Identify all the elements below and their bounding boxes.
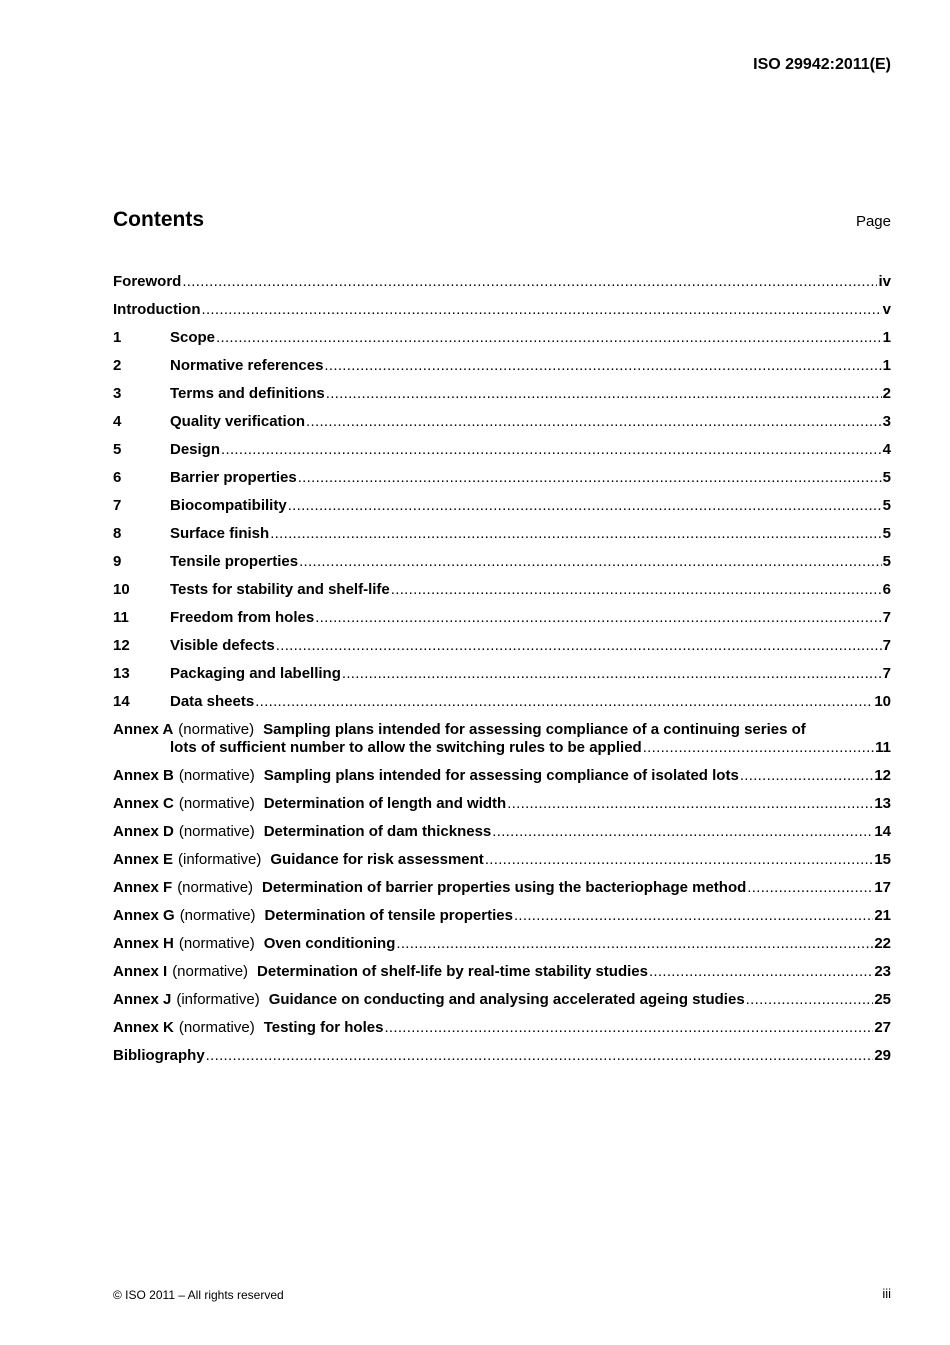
toc-entry-title: Quality verification [170,413,306,430]
toc-entry-page: 23 [874,963,891,980]
clause-number: 4 [113,413,122,430]
toc-entry-title: Visible defects [170,637,275,654]
toc-entry-clause-8[interactable] [113,520,891,548]
toc-entry-clause-7[interactable] [113,492,891,520]
toc-entry-title: Biocompatibility [170,497,287,514]
toc-entry-page: 7 [882,609,891,626]
annex-label: Annex G [113,907,175,924]
toc-entry-annex-i[interactable] [113,958,891,986]
annex-label: Annex E [113,851,174,868]
dot-leader [326,380,882,408]
toc-entry-page: 5 [882,525,891,542]
dot-leader [507,790,873,818]
toc-entry-page: 13 [874,795,891,812]
toc-entry-page: 6 [882,581,891,598]
toc-entry-title: Surface finish [170,525,270,542]
toc-entry-page: 7 [882,637,891,654]
dot-leader [384,1014,873,1042]
toc-entry-annex-a[interactable] [113,721,891,762]
toc-entry-title: Scope [170,329,216,346]
dot-leader [182,268,877,296]
dot-leader [255,688,873,716]
toc-entry-introduction[interactable] [113,296,891,324]
annex-title: Determination of length and width [263,795,507,812]
toc-entry-page: 5 [882,469,891,486]
annex-kind: (normative) [178,767,255,784]
dot-leader [396,930,873,958]
toc-entry-annex-e[interactable] [113,846,891,874]
toc-entry-clause-10[interactable] [113,576,891,604]
toc-entry-clause-4[interactable] [113,408,891,436]
toc-entry-title: Packaging and labelling [170,665,341,682]
annex-title: Determination of barrier properties using the bacteriophage method [262,879,747,896]
annex-title-line-2: lots of sufficient number to allow the switching rules to be applied [170,739,642,756]
annex-title-line-1: Sampling plans intended for assessing compliance of a continuing series of [263,721,806,738]
toc-entry-title: Normative references [170,357,324,374]
table-of-contents [113,268,891,1070]
contents-title: Contents [113,208,204,231]
toc-entry-title: Foreword [113,273,182,290]
toc-entry-annex-j[interactable] [113,986,891,1014]
annex-kind: (normative) [178,823,255,840]
annex-label: Annex I [113,963,168,980]
toc-entry-bibliography[interactable] [113,1042,891,1070]
annex-title: Oven conditioning [263,935,396,952]
toc-entry-title: Bibliography [113,1047,205,1064]
annex-label: Annex K [113,1019,174,1036]
toc-entry-clause-14[interactable] [113,688,891,716]
annex-label: Annex H [113,935,174,952]
dot-leader [391,576,882,604]
toc-entry-clause-1[interactable] [113,324,891,352]
dot-leader [747,874,873,902]
toc-entry-title: Barrier properties [170,469,297,486]
toc-entry-annex-b[interactable] [113,762,891,790]
annex-label: Annex D [113,823,174,840]
annex-title: Guidance for risk assessment [270,851,484,868]
toc-entry-annex-h[interactable] [113,930,891,958]
annex-label: Annex C [113,795,174,812]
annex-kind: (normative) [178,795,255,812]
toc-entry-page: 22 [874,935,891,952]
toc-entry-page: 5 [882,497,891,514]
clause-number: 14 [113,693,130,710]
clause-number: 2 [113,357,122,374]
toc-entry-page: 11 [875,739,891,756]
toc-entry-page: 21 [874,907,891,924]
toc-entry-page: v [882,301,891,318]
toc-entry-annex-d[interactable] [113,818,891,846]
toc-entry-clause-12[interactable] [113,632,891,660]
annex-kind: (normative) [178,1019,255,1036]
toc-entry-page: 7 [882,665,891,682]
dot-leader [298,464,882,492]
annex-kind: (normative) [179,907,256,924]
toc-entry-title: Freedom from holes [170,609,315,626]
toc-entry-page: 27 [874,1019,891,1036]
annex-label: Annex A [113,721,174,738]
toc-entry-page: 4 [882,441,891,458]
dot-leader [299,548,882,576]
dot-leader [649,958,873,986]
toc-entry-page: 1 [882,357,891,374]
clause-number: 5 [113,441,122,458]
toc-entry-page: 2 [882,385,891,402]
annex-kind: (normative) [178,935,255,952]
dot-leader [514,902,873,930]
toc-entry-clause-9[interactable] [113,548,891,576]
annex-title: Determination of dam thickness [263,823,492,840]
toc-entry-page: 1 [882,329,891,346]
annex-kind: (normative) [178,721,255,738]
annex-kind: (informative) [176,991,260,1008]
dot-leader [216,324,882,352]
toc-entry-page: 14 [874,823,891,840]
annex-kind: (normative) [172,963,249,980]
toc-entry-title: Tensile properties [170,553,299,570]
toc-entry-title: Data sheets [170,693,255,710]
dot-leader [746,986,874,1014]
dot-leader [270,520,881,548]
page-column-label: Page [855,213,891,230]
toc-entry-clause-5[interactable] [113,436,891,464]
toc-entry-page: 5 [882,553,891,570]
toc-entry-annex-c[interactable] [113,790,891,818]
dot-leader [740,762,874,790]
toc-entry-clause-2[interactable] [113,352,891,380]
clause-number: 8 [113,525,122,542]
toc-entry-foreword[interactable] [113,268,891,296]
toc-entry-title: Introduction [113,301,201,318]
toc-entry-annex-k[interactable] [113,1014,891,1042]
dot-leader [324,352,881,380]
dot-leader [342,660,882,688]
toc-entry-page: 17 [874,879,891,896]
toc-entry-clause-6[interactable] [113,464,891,492]
clause-number: 1 [113,329,122,346]
annex-title: Sampling plans intended for assessing compliance of isolated lots [263,767,739,784]
toc-entry-title: Design [170,441,221,458]
dot-leader [201,296,881,324]
toc-entry-clause-11[interactable] [113,604,891,632]
clause-number: 12 [113,637,130,654]
standard-identifier: ISO 29942:2011(E) [753,56,891,73]
clause-number: 13 [113,665,130,682]
toc-entry-annex-f[interactable] [113,874,891,902]
annex-title: Testing for holes [263,1019,384,1036]
toc-entry-page: 10 [874,693,891,710]
toc-entry-page: 15 [874,851,891,868]
clause-number: 9 [113,553,122,570]
toc-entry-annex-g[interactable] [113,902,891,930]
toc-entry-page: 12 [874,767,891,784]
annex-kind: (informative) [178,851,262,868]
annex-label: Annex J [113,991,172,1008]
annex-label: Annex F [113,879,173,896]
dot-leader [206,1042,874,1070]
annex-title: Determination of shelf-life by real-time stability studies [257,963,648,980]
dot-leader [492,818,873,846]
toc-entry-page: 3 [882,413,891,430]
dot-leader [643,739,874,757]
dot-leader [315,604,881,632]
page-number: iii [882,1286,891,1301]
toc-entry-clause-13[interactable] [113,660,891,688]
toc-entry-page: 29 [874,1047,891,1064]
annex-title: Guidance on conducting and analysing accelerated ageing studies [268,991,745,1008]
dot-leader [306,408,882,436]
annex-title: Determination of tensile properties [264,907,513,924]
clause-number: 7 [113,497,122,514]
clause-number: 10 [113,581,130,598]
annex-kind: (normative) [177,879,254,896]
annex-label: Annex B [113,767,174,784]
annex-a-first-line [113,721,891,739]
toc-entry-clause-3[interactable] [113,380,891,408]
toc-entry-page: iv [878,273,891,290]
annex-a-second-line [113,739,891,762]
toc-entry-page: 25 [874,991,891,1008]
dot-leader [485,846,874,874]
dot-leader [288,492,882,520]
copyright-notice: © ISO 2011 – All rights reserved [113,1288,284,1302]
toc-entry-title: Tests for stability and shelf-life [170,581,390,598]
clause-number: 6 [113,469,122,486]
contents-heading-row [113,208,891,232]
dot-leader [221,436,882,464]
dot-leader [276,632,882,660]
clause-number: 3 [113,385,122,402]
toc-entry-title: Terms and definitions [170,385,325,402]
clause-number: 11 [113,609,129,626]
